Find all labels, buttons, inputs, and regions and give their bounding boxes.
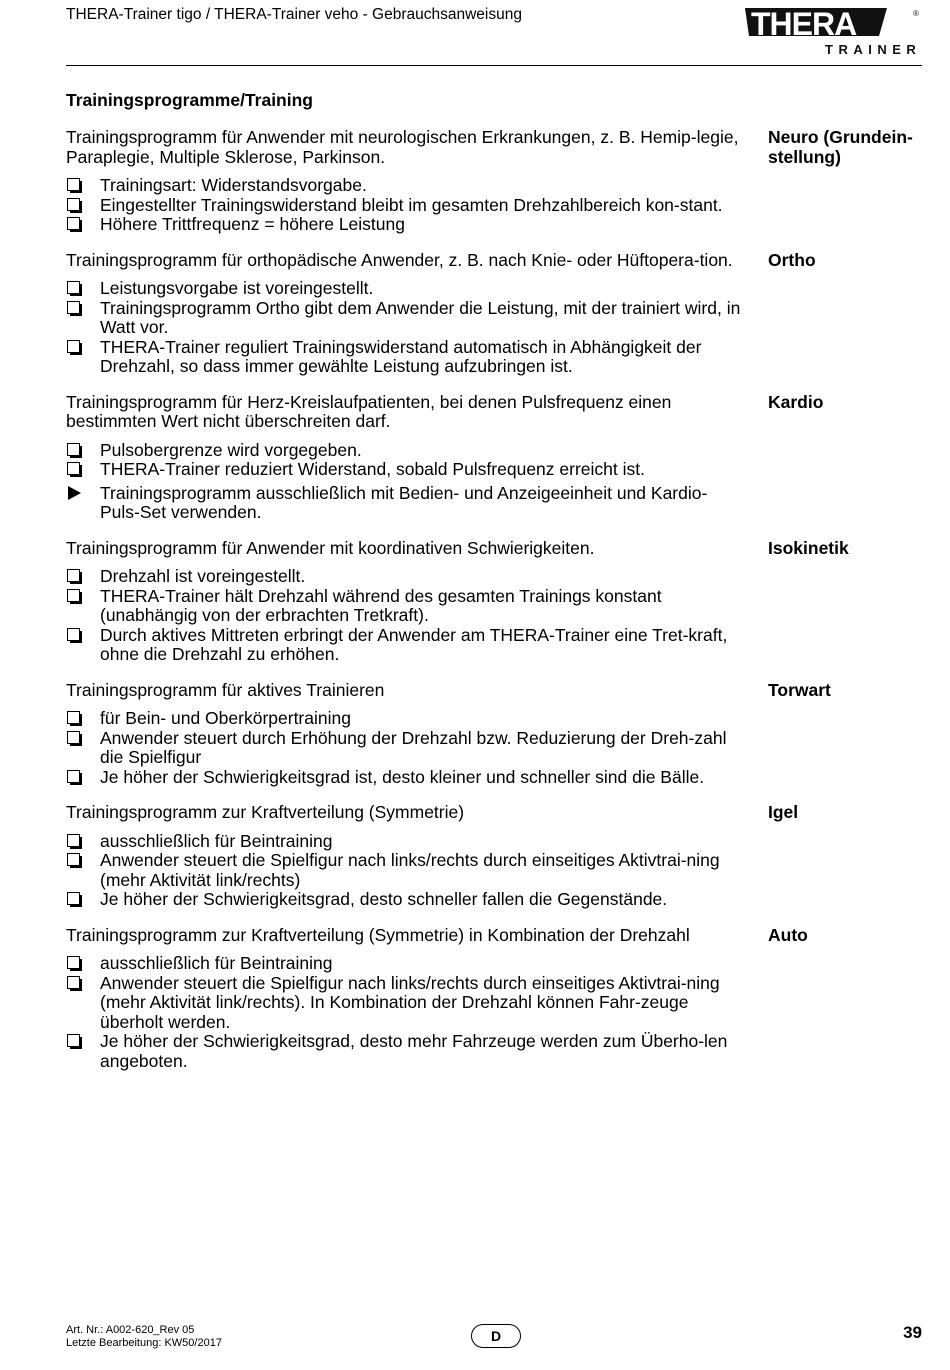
program-torwart — [66, 681, 932, 788]
program-intro: Trainingsprogramm für Anwender mit neurologischen Erkrankungen, z. B. Hemip-legie, Paraplegie, Multiple Sklerose, Parkinson. — [66, 127, 739, 167]
program-ortho — [66, 251, 932, 377]
checkbox-icon — [67, 340, 80, 353]
list-item: Pulsobergrenze wird vorgegeben. — [66, 441, 746, 461]
list-item: Anwender steuert die Spielfigur nach links/rechts durch einseitiges Aktivtrai-ning (mehr Aktivität link/rechts). In Kombination der Drehzahl können Fahr-zeuge überholt werden. — [66, 974, 746, 1033]
program-auto — [66, 926, 932, 1072]
program-label: Auto — [768, 924, 808, 945]
program-intro: Trainingsprogramm für aktives Trainieren — [66, 679, 385, 700]
checkbox-icon — [67, 569, 80, 582]
program-bullets — [66, 567, 746, 665]
list-item: Leistungsvorgabe ist voreingestellt. — [66, 279, 746, 299]
program-bullets — [66, 176, 746, 235]
checkbox-icon — [67, 281, 80, 294]
logo-registered-mark: ® — [913, 9, 919, 18]
program-intro: Trainingsprogramm zur Kraftverteilung (Symmetrie) in Kombination der Drehzahl — [66, 924, 690, 945]
list-item: für Bein- und Oberkörpertraining — [66, 709, 746, 729]
program-bullets — [66, 441, 746, 523]
document-title: THERA-Trainer tigo / THERA-Trainer veho - Gebrauchsanweisung — [66, 6, 522, 23]
program-bullets — [66, 832, 746, 910]
list-item: ausschließlich für Beintraining — [66, 954, 746, 974]
list-item: Je höher der Schwierigkeitsgrad ist, desto kleiner und schneller sind die Bälle. — [66, 768, 746, 788]
list-item: THERA-Trainer hält Drehzahl während des gesamten Trainings konstant (unabhängig von der erbrachten Tretkraft). — [66, 587, 746, 626]
list-item: Trainingsart: Widerstandsvorgabe. — [66, 176, 746, 196]
list-item: Je höher der Schwierigkeitsgrad, desto schneller fallen die Gegenstände. — [66, 890, 746, 910]
thera-trainer-logo — [745, 6, 921, 58]
checkbox-icon — [67, 1034, 80, 1047]
program-bullets — [66, 954, 746, 1071]
language-badge: D — [471, 1324, 521, 1348]
checkbox-icon — [67, 217, 80, 230]
checkbox-icon — [67, 892, 80, 905]
logo-main-text: THERA — [751, 6, 857, 42]
program-intro: Trainingsprogramm für Anwender mit koordinativen Schwierigkeiten. — [66, 537, 595, 558]
list-item: Eingestellter Trainingswiderstand bleibt im gesamten Drehzahlbereich kon-stant. — [66, 196, 746, 216]
program-list — [66, 128, 932, 1071]
page-number: 39 — [903, 1323, 922, 1342]
list-item: THERA-Trainer reguliert Trainingswiderstand automatisch in Abhängigkeit der Drehzahl, so dass immer gewählte Leistung aufzubringen ist. — [66, 338, 746, 377]
note-item: Trainingsprogramm ausschließlich mit Bedien- und Anzeigeeinheit und Kardio-Puls-Set verwenden. — [66, 484, 746, 523]
program-intro: Trainingsprogramm für orthopädische Anwender, z. B. nach Knie- oder Hüftopera-tion. — [66, 249, 733, 270]
program-label: Ortho — [768, 249, 816, 270]
checkbox-icon — [67, 976, 80, 989]
program-label: Isokinetik — [768, 537, 849, 558]
list-item: Anwender steuert die Spielfigur nach links/rechts durch einseitiges Aktivtrai-ning (mehr Aktivität link/rechts) — [66, 851, 746, 890]
header-divider — [66, 65, 922, 66]
program-label: Neuro (Grundein-stellung) — [768, 127, 913, 167]
list-item: Je höher der Schwierigkeitsgrad, desto mehr Fahrzeuge werden zum Überho-len angeboten. — [66, 1032, 746, 1071]
list-item: ausschließlich für Beintraining — [66, 832, 746, 852]
article-number: Art. Nr.: A002-620_Rev 05 — [66, 1324, 195, 1336]
checkbox-icon — [67, 770, 80, 783]
checkbox-icon — [67, 589, 80, 602]
program-bullets — [66, 709, 746, 787]
program-isokinetik — [66, 539, 932, 665]
checkbox-icon — [67, 198, 80, 211]
program-label: Igel — [768, 802, 799, 822]
section-heading: Trainingsprogramme/Training — [66, 90, 313, 110]
checkbox-icon — [67, 711, 80, 724]
checkbox-icon — [67, 462, 80, 475]
list-item: THERA-Trainer reduziert Widerstand, sobald Pulsfrequenz erreicht ist. — [66, 460, 746, 480]
checkbox-icon — [67, 628, 80, 641]
program-kardio — [66, 393, 932, 523]
checkbox-icon — [67, 731, 80, 744]
program-bullets — [66, 279, 746, 377]
checkbox-icon — [67, 853, 80, 866]
last-edit: Letzte Bearbeitung: KW50/2017 — [66, 1337, 222, 1349]
checkbox-icon — [67, 834, 80, 847]
checkbox-icon — [67, 301, 80, 314]
list-item: Trainingsprogramm Ortho gibt dem Anwender die Leistung, mit der trainiert wird, in Watt vor. — [66, 299, 746, 338]
program-label: Kardio — [768, 391, 824, 412]
checkbox-icon — [67, 956, 80, 969]
program-label: Torwart — [768, 679, 831, 700]
arrow-right-icon — [68, 486, 81, 500]
logo-sub-text: TRAINER — [825, 42, 921, 57]
list-item: Höhere Trittfrequenz = höhere Leistung — [66, 215, 746, 235]
program-igel — [66, 803, 932, 910]
checkbox-icon — [67, 443, 80, 456]
checkbox-icon — [67, 178, 80, 191]
list-item: Drehzahl ist voreingestellt. — [66, 567, 746, 587]
list-item: Anwender steuert durch Erhöhung der Drehzahl bzw. Reduzierung der Dreh-zahl die Spielfigur — [66, 729, 746, 768]
program-intro: Trainingsprogramm zur Kraftverteilung (Symmetrie) — [66, 802, 465, 822]
program-neuro — [66, 128, 932, 235]
program-intro: Trainingsprogramm für Herz-Kreislaufpatienten, bei denen Pulsfrequenz einen bestimmten Wert nicht überschreiten darf. — [66, 391, 672, 431]
list-item: Durch aktives Mittreten erbringt der Anwender am THERA-Trainer eine Tret-kraft, ohne die Drehzahl zu erhöhen. — [66, 626, 746, 665]
footer-info — [66, 1324, 222, 1350]
